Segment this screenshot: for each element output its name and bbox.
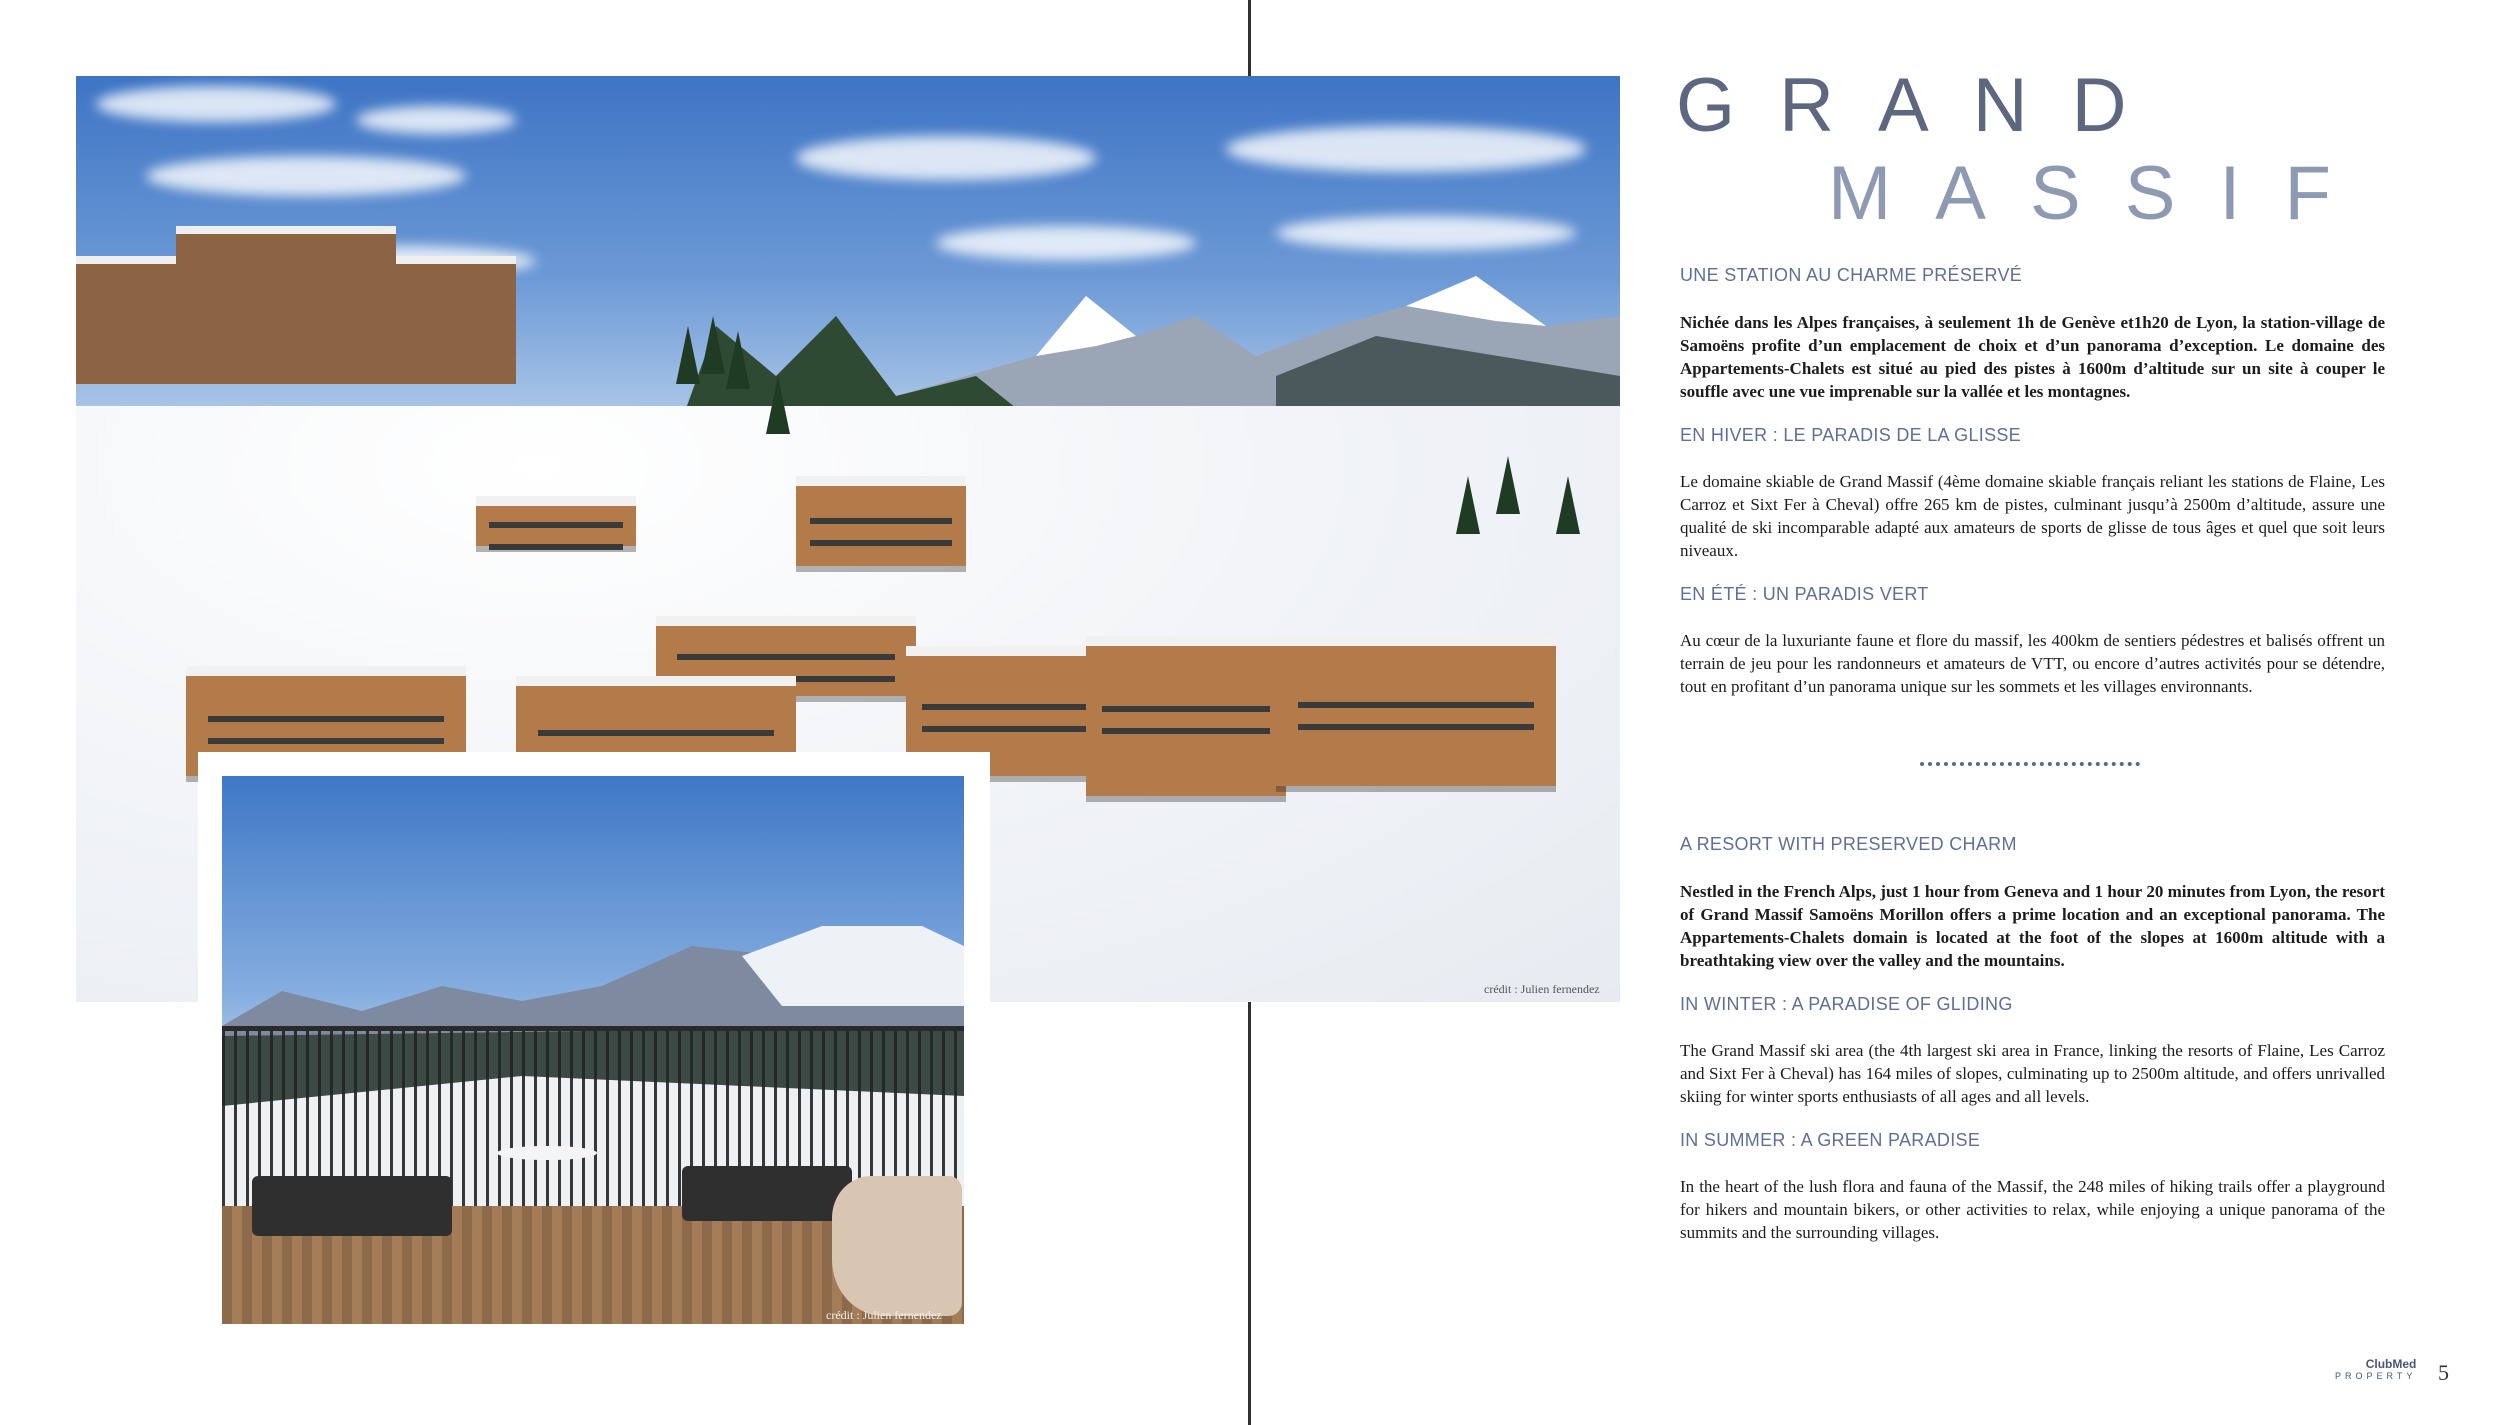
- heading-summer-en: IN SUMMER : A GREEN PARADISE: [1680, 1130, 1981, 1150]
- paragraph-summer-en: In the heart of the lush flora and fauna of the Massif, the 248 miles of hiking trails offer a playground for hikers and mountain bikers, or other activities to relax, while enjoying a unique panorama of the summits and the surrounding villages.: [1680, 1177, 2385, 1242]
- club-med-logo: [2335, 1357, 2416, 1381]
- logo-brand: ClubMed: [2365, 1357, 2417, 1371]
- paragraph-resort-en: Nestled in the French Alps, just 1 hour from Geneva and 1 hour 20 minutes from Lyon, the resort of Grand Massif Samoëns Morillon offers a prime location and an exceptional panorama. The Appartements-Chalets domain is located at the foot of the slopes at 1600m altitude with a breathtaking view over the valley and the mountains.: [1680, 882, 2385, 970]
- heading-summer-fr: EN ÉTÉ : UN PARADIS VERT: [1680, 584, 1929, 604]
- station-text-2: Le domaine des Appartements-Chalets est situé au pied des pistes à 1600m d’altitude sur un site à couper le souffle avec une vue imprenable sur la vallée et les montagnes.: [1680, 336, 2386, 401]
- logo-sub: PROPERTY: [2335, 1371, 2417, 1381]
- heading-winter-en: IN WINTER : A PARADISE OF GLIDING: [1680, 994, 2013, 1014]
- title-grand: GRAND: [1676, 63, 2171, 148]
- hero-photo-credit: crédit : Julien fernendez: [1484, 982, 1600, 996]
- station-text-1: Nichée dans les Alpes françaises, à seulement 1h de Genève et1h20 de Lyon, la station-village de Samoëns profite d’un emplacement de choix et d’un panorama d’exception.: [1680, 313, 2385, 355]
- paragraph-winter-en: The Grand Massif ski area (the 4th largest ski area in France, linking the resorts of Flaine, Les Carroz and Sixt Fer à Cheval) has 164 miles of slopes, culminating up to 2500m altitude, and offers unrivalled skiing for winter sports enthusiasts of all ages and all levels.: [1680, 1041, 2385, 1106]
- heading-station-fr: UNE STATION AU CHARME PRÉSERVÉ: [1680, 265, 2023, 285]
- heading-winter-fr: EN HIVER : LE PARADIS DE LA GLISSE: [1680, 425, 2021, 445]
- heading-resort-en: A RESORT WITH PRESERVED CHARM: [1680, 834, 2017, 854]
- page-number: 5: [2438, 1360, 2449, 1385]
- paragraph-winter-fr: Le domaine skiable de Grand Massif (4ème domaine skiable français reliant les stations de Flaine, Les Carroz et Sixt Fer à Cheval) offre 265 km de pistes, culminant jusqu’à 2500m d’altitude, assure une qualité de ski incomparable adapté aux amateurs de sports de glisse de tous âges et quel que soit leurs niveaux.: [1680, 472, 2385, 560]
- paragraph-summer-fr: Au cœur de la luxuriante faune et flore du massif, les 400km de sentiers pédestres et balisés offrent un terrain de jeu pour les randonneurs et amateurs de VTT, ou encore d’autres activités pour se détendre, tout en profitant d’un panorama unique sur les sommets et les villages environnants.: [1680, 631, 2385, 696]
- inset-photo-balcony: [222, 776, 964, 1324]
- inset-photo-credit: crédit : Julien fernendez: [826, 1308, 942, 1322]
- title-massif: MASSIF: [1828, 151, 2375, 236]
- section-divider: [1920, 762, 2140, 766]
- paragraph-station-fr: [1680, 311, 2385, 403]
